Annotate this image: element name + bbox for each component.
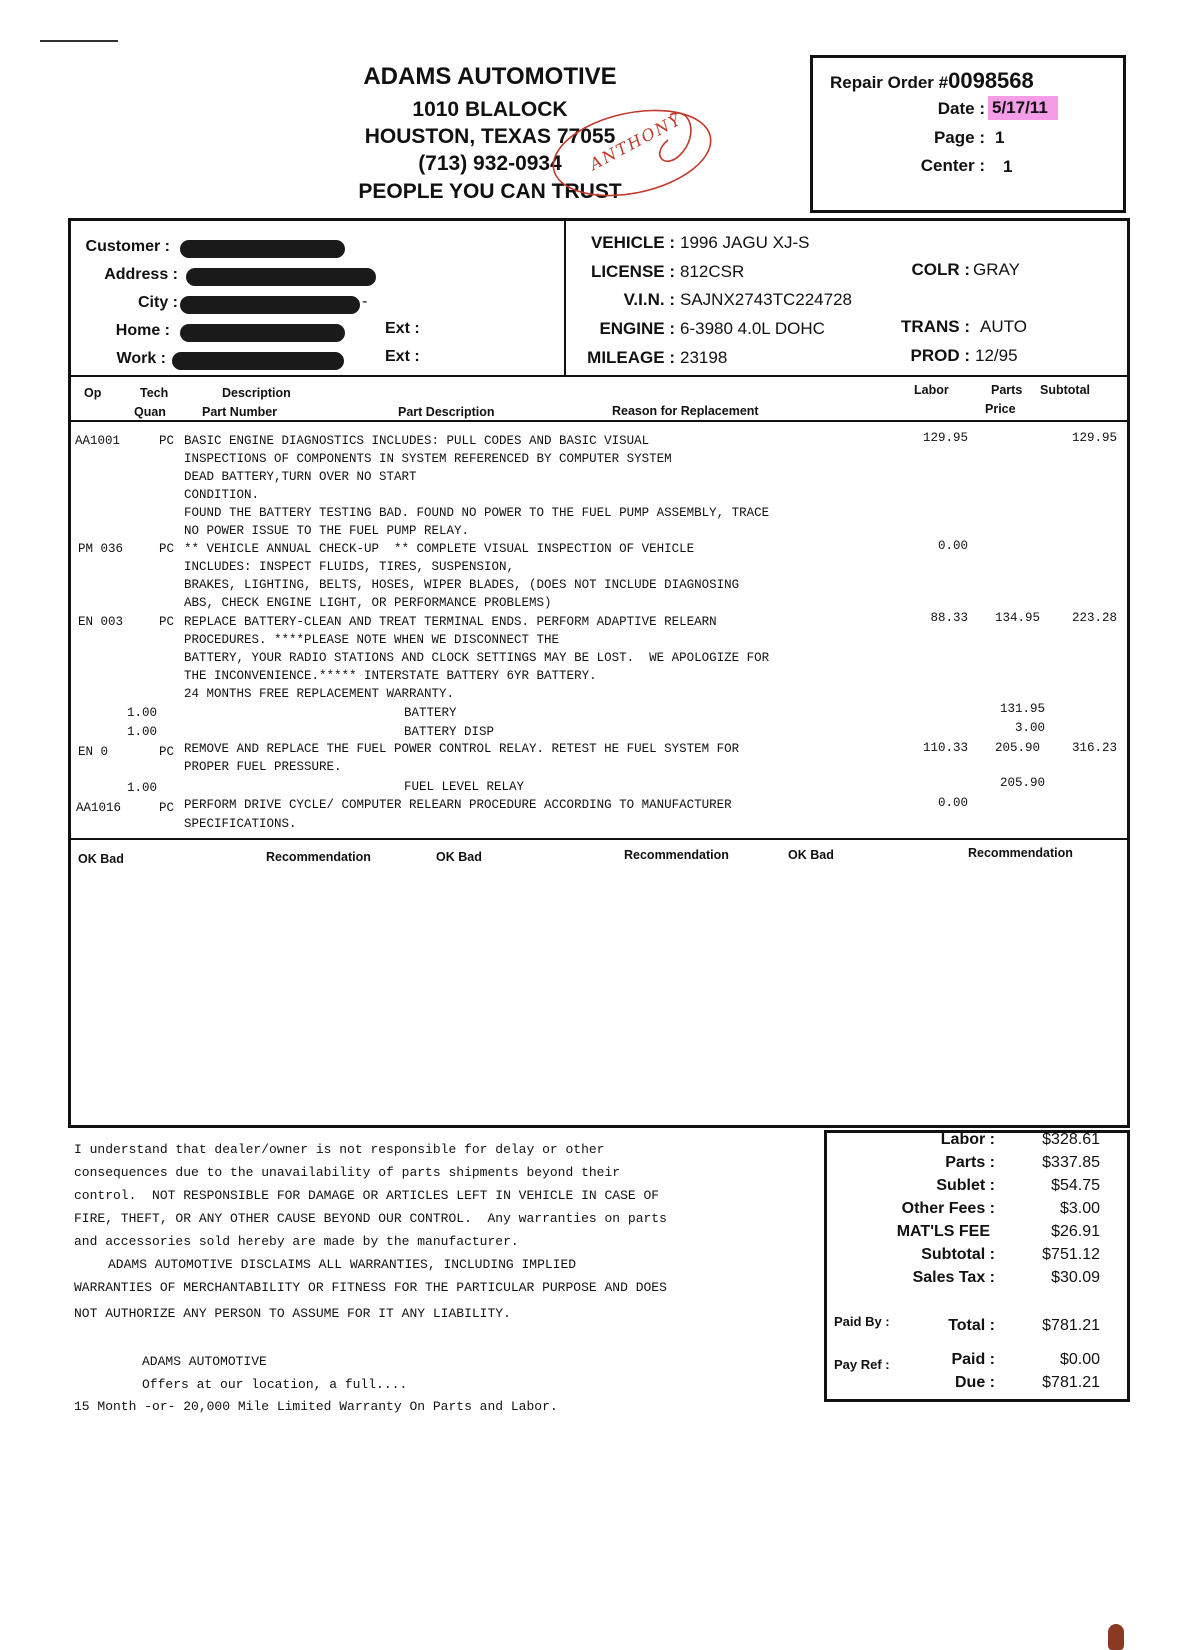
center-label: Center :	[920, 156, 985, 175]
part-desc: FUEL LEVEL RELAY	[404, 780, 525, 794]
line-subtotal: 129.95	[1071, 431, 1117, 445]
paid-by-label: Paid By :	[834, 1314, 890, 1329]
col-subtotal: Subtotal	[1040, 383, 1090, 397]
line-text: INSPECTIONS OF COMPONENTS IN SYSTEM REFERENCED BY COMPUTER SYSTEM	[184, 452, 672, 466]
line-tech: PC	[159, 615, 175, 629]
line-text: BRAKES, LIGHTING, BELTS, HOSES, WIPER BLADES, (DOES NOT INCLUDE DIAGNOSING	[184, 578, 740, 592]
disclaimer-line: ADAMS AUTOMOTIVE DISCLAIMS ALL WARRANTIES, INCLUDING IMPLIED	[108, 1257, 577, 1272]
total-tax-label: Sales Tax :	[912, 1269, 995, 1286]
line-labor: 129.95	[922, 431, 968, 445]
due-value: $781.21	[1042, 1374, 1100, 1391]
rec-label-1: Recommendation	[266, 850, 371, 864]
line-op: EN 003	[78, 615, 124, 629]
total-label: Total :	[948, 1317, 995, 1334]
total-matls-value: $26.91	[1051, 1223, 1100, 1240]
scan-mark	[40, 40, 118, 42]
part-price: 3.00	[1014, 721, 1045, 735]
trans-label: TRANS :	[901, 317, 970, 336]
total-labor-label: Labor :	[940, 1131, 995, 1148]
redacted-work	[172, 352, 344, 370]
line-text: FOUND THE BATTERY TESTING BAD. FOUND NO POWER TO THE FUEL PUMP ASSEMBLY, TRACE	[184, 506, 770, 520]
repair-order-number: 0098568	[948, 68, 1034, 93]
vin-value: SAJNX2743TC224728	[680, 290, 853, 309]
home-label: Home :	[115, 322, 170, 339]
rec-label-2: Recommendation	[624, 848, 729, 862]
disclaimer-line: NOT AUTHORIZE ANY PERSON TO ASSUME FOR IT ANY LIABILITY.	[74, 1306, 511, 1321]
recommendation-divider	[68, 838, 1130, 840]
vehicle-value: 1996 JAGU XJ-S	[680, 233, 810, 252]
line-tech: PC	[159, 745, 175, 759]
col-part-description: Part Description	[398, 405, 495, 419]
footer-offer: Offers at our location, a full....	[142, 1377, 408, 1392]
line-parts: 134.95	[994, 611, 1040, 625]
footer-shop-name: ADAMS AUTOMOTIVE	[142, 1354, 267, 1369]
line-subtotal: 223.28	[1071, 611, 1117, 625]
engine-value: 6-3980 4.0L DOHC	[680, 319, 825, 338]
city-label: City :	[138, 294, 178, 311]
total-subtotal-value: $751.12	[1042, 1246, 1100, 1263]
total-matls-label: MAT'LS FEE	[896, 1223, 990, 1240]
info-divider	[68, 375, 1130, 377]
part-desc: BATTERY	[404, 706, 457, 720]
total-subtotal-label: Subtotal :	[921, 1246, 995, 1263]
mileage-value: 23198	[680, 348, 728, 367]
prod-value: 12/95	[975, 346, 1018, 365]
pay-ref-label: Pay Ref :	[834, 1357, 890, 1372]
redacted-city	[180, 296, 360, 314]
line-tech: PC	[159, 542, 175, 556]
vehicle-label: VEHICLE :	[590, 233, 675, 252]
line-labor: 0.00	[937, 796, 968, 810]
shop-address: 1010 BLALOCK	[412, 98, 568, 121]
license-value: 812CSR	[680, 262, 745, 281]
col-part-number: Part Number	[202, 405, 278, 419]
part-desc: BATTERY DISP	[404, 725, 495, 739]
line-text: CONDITION.	[184, 488, 260, 502]
part-price: 131.95	[999, 702, 1045, 716]
color-value: GRAY	[973, 260, 1020, 279]
total-parts-value: $337.85	[1042, 1154, 1100, 1171]
line-text: THE INCONVENIENCE.***** INTERSTATE BATTERY 6YR BATTERY.	[184, 669, 597, 683]
disclaimer-line: control. NOT RESPONSIBLE FOR DAMAGE OR ARTICLES LEFT IN VEHICLE IN CASE OF	[74, 1188, 660, 1203]
line-op: AA1016	[76, 801, 122, 815]
total-labor-value: $328.61	[1042, 1131, 1100, 1148]
col-quan: Quan	[134, 405, 166, 419]
center-value: 1	[1003, 157, 1013, 176]
city-suffix: -	[362, 293, 368, 310]
line-parts: 205.90	[994, 741, 1040, 755]
total-tax-value: $30.09	[1051, 1269, 1100, 1286]
disclaimer-line: and accessories sold hereby are made by the manufacturer.	[74, 1234, 519, 1249]
line-text: BASIC ENGINE DIAGNOSTICS INCLUDES: PULL CODES AND BASIC VISUAL	[184, 434, 650, 448]
col-description: Description	[222, 386, 291, 400]
page-value: 1	[995, 128, 1005, 147]
line-text: SPECIFICATIONS.	[184, 817, 297, 831]
engine-label: ENGINE :	[599, 319, 675, 338]
license-label: LICENSE :	[590, 262, 675, 281]
redacted-home	[180, 324, 345, 342]
part-qty: 1.00	[127, 725, 158, 739]
color-label: COLR :	[911, 260, 970, 279]
col-price: Price	[985, 402, 1016, 416]
line-text: PROCEDURES. ****PLEASE NOTE WHEN WE DISCONNECT THE	[184, 633, 560, 647]
col-parts: Parts	[991, 383, 1023, 397]
handwritten-note: ANTHONY	[586, 109, 686, 174]
line-labor: 110.33	[922, 741, 968, 755]
disclaimer-line: FIRE, THEFT, OR ANY OTHER CAUSE BEYOND OUR CONTROL. Any warranties on parts	[74, 1211, 667, 1226]
part-qty: 1.00	[127, 781, 158, 795]
line-tech: PC	[159, 801, 175, 815]
repair-order-label: Repair Order #0098568	[830, 68, 1034, 93]
disclaimer-line: I understand that dealer/owner is not responsible for delay or other	[74, 1142, 605, 1157]
total-other-label: Other Fees :	[901, 1200, 995, 1217]
total-other-value: $3.00	[1059, 1200, 1100, 1217]
paid-value: $0.00	[1059, 1351, 1100, 1368]
disclaimer-line: WARRANTIES OF MERCHANTABILITY OR FITNESS FOR THE PARTICULAR PURPOSE AND DOES	[74, 1280, 667, 1295]
line-op: EN 0	[78, 745, 109, 759]
part-qty: 1.00	[127, 706, 158, 720]
line-op: PM 036	[78, 542, 124, 556]
mileage-label: MILEAGE :	[587, 348, 675, 367]
customer-label: Customer :	[85, 238, 170, 255]
col-tech: Tech	[140, 386, 169, 400]
redacted-address	[186, 268, 376, 286]
shop-phone: (713) 932-0934	[418, 152, 562, 175]
disclaimer-line: consequences due to the unavailability of parts shipments beyond their	[74, 1165, 621, 1180]
page-label: Page :	[933, 128, 985, 147]
redacted-customer	[180, 240, 345, 258]
work-ext-label: Ext :	[385, 348, 420, 365]
line-subtotal: 316.23	[1071, 741, 1117, 755]
rec-ok-bad-2: OK Bad	[436, 850, 482, 864]
footer-warranty: 15 Month -or- 20,000 Mile Limited Warranty On Parts and Labor.	[74, 1399, 558, 1414]
total-sublet-label: Sublet :	[936, 1177, 995, 1194]
date-value: 5/17/11	[988, 96, 1058, 120]
vin-label: V.I.N. :	[623, 290, 675, 309]
shop-slogan: PEOPLE YOU CAN TRUST	[358, 180, 622, 203]
shop-city: HOUSTON, TEXAS 77055	[364, 125, 616, 148]
col-labor: Labor	[914, 383, 949, 397]
trans-value: AUTO	[980, 317, 1027, 336]
prod-label: PROD :	[910, 346, 970, 365]
line-text: REPLACE BATTERY-CLEAN AND TREAT TERMINAL ENDS. PERFORM ADAPTIVE RELEARN	[184, 615, 717, 629]
line-tech: PC	[159, 434, 175, 448]
total-sublet-value: $54.75	[1051, 1177, 1100, 1194]
line-text: BATTERY, YOUR RADIO STATIONS AND CLOCK SETTINGS MAY BE LOST. WE APOLOGIZE FOR	[184, 651, 770, 665]
line-text: 24 MONTHS FREE REPLACEMENT WARRANTY.	[184, 687, 455, 701]
rec-ok-bad-1: OK Bad	[78, 852, 124, 866]
line-labor: 88.33	[930, 611, 968, 625]
col-reason: Reason for Replacement	[612, 404, 759, 418]
shop-name: ADAMS AUTOMOTIVE	[363, 63, 617, 90]
rec-ok-bad-3: OK Bad	[788, 848, 834, 862]
line-text: INCLUDES: INSPECT FLUIDS, TIRES, SUSPENSION,	[184, 560, 515, 574]
line-text: ** VEHICLE ANNUAL CHECK-UP ** COMPLETE VISUAL INSPECTION OF VEHICLE	[184, 542, 695, 556]
date-label: Date :	[937, 99, 985, 118]
due-label: Due :	[955, 1374, 995, 1391]
col-op: Op	[84, 386, 102, 400]
part-price: 205.90	[999, 776, 1045, 790]
rec-label-3: Recommendation	[968, 846, 1073, 860]
home-ext-label: Ext :	[385, 320, 420, 337]
line-text: PERFORM DRIVE CYCLE/ COMPUTER RELEARN PROCEDURE ACCORDING TO MANUFACTURER	[184, 798, 732, 812]
line-text: ABS, CHECK ENGINE LIGHT, OR PERFORMANCE PROBLEMS)	[184, 596, 552, 610]
line-text: NO POWER ISSUE TO THE FUEL PUMP RELAY.	[184, 524, 470, 538]
ink-blot	[1108, 1624, 1124, 1650]
total-parts-label: Parts :	[945, 1154, 995, 1171]
work-label: Work :	[116, 350, 166, 367]
paid-label: Paid :	[951, 1351, 995, 1368]
column-header-divider	[68, 420, 1130, 422]
line-op: AA1001	[75, 434, 121, 448]
total-value: $781.21	[1042, 1317, 1100, 1334]
line-text: REMOVE AND REPLACE THE FUEL POWER CONTROL RELAY. RETEST HE FUEL SYSTEM FOR	[184, 742, 740, 756]
line-text: DEAD BATTERY,TURN OVER NO START	[184, 470, 417, 484]
address-label: Address :	[104, 266, 178, 283]
line-text: PROPER FUEL PRESSURE.	[184, 760, 342, 774]
line-labor: 0.00	[937, 539, 968, 553]
